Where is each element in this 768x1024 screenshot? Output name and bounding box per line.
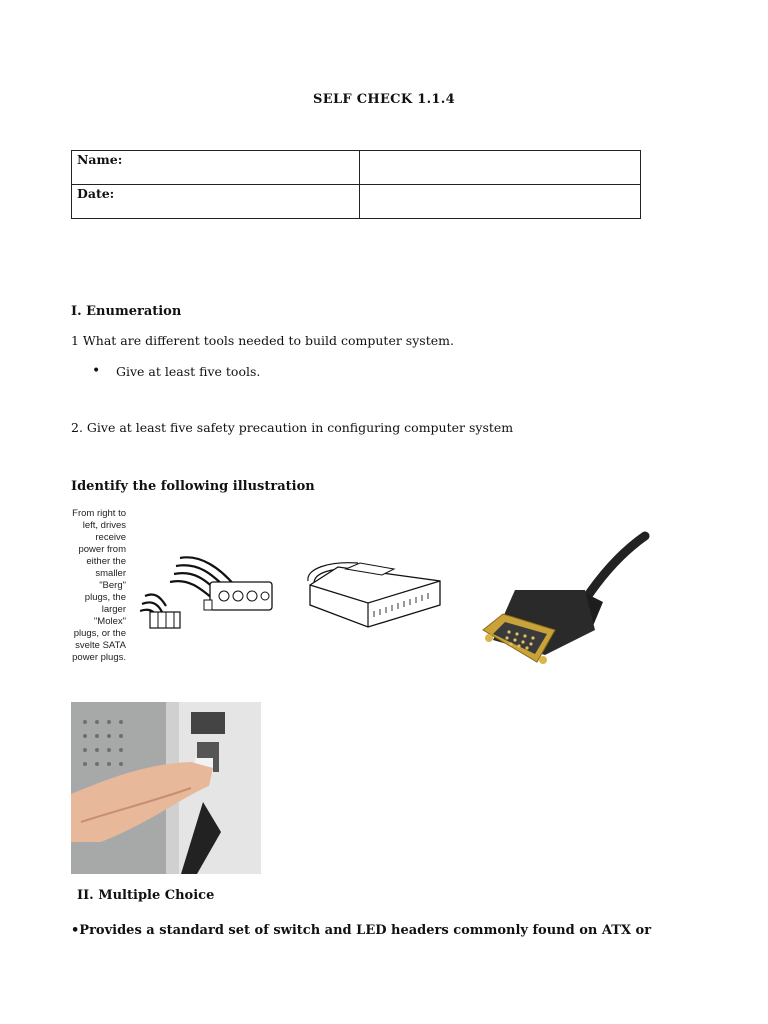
identify-heading: Identify the following illustration bbox=[71, 479, 315, 494]
ide-connector-illustration bbox=[298, 555, 446, 635]
name-field[interactable] bbox=[360, 151, 641, 185]
bullet-icon: • bbox=[92, 363, 101, 379]
page-title: SELF CHECK 1.1.4 bbox=[313, 92, 455, 107]
power-plug-caption: From right to left, drives receive power from either the smaller "Berg" plugs, the larger "Molex" plugs, or the svelte SATA power plugs. bbox=[72, 508, 126, 663]
info-table bbox=[71, 150, 641, 219]
date-field[interactable] bbox=[360, 185, 641, 219]
section-heading-enumeration: I. Enumeration bbox=[71, 304, 182, 319]
table-row bbox=[72, 185, 641, 219]
question-2: 2. Give at least five safety precaution in configuring computer system bbox=[71, 420, 514, 435]
cable-plugging-photo bbox=[71, 702, 261, 874]
table-row bbox=[72, 151, 641, 185]
name-label: Name: bbox=[72, 151, 360, 185]
multiple-choice-question-1: •Provides a standard set of switch and LED headers commonly found on ATX or bbox=[71, 923, 652, 938]
vga-connector-photo bbox=[475, 530, 650, 680]
power-connectors-illustration bbox=[140, 548, 280, 633]
question-1-bullet: Give at least five tools. bbox=[116, 364, 261, 379]
question-1: 1 What are different tools needed to build computer system. bbox=[71, 333, 454, 348]
section-heading-multiple-choice: II. Multiple Choice bbox=[77, 888, 215, 903]
date-label: Date: bbox=[72, 185, 360, 219]
